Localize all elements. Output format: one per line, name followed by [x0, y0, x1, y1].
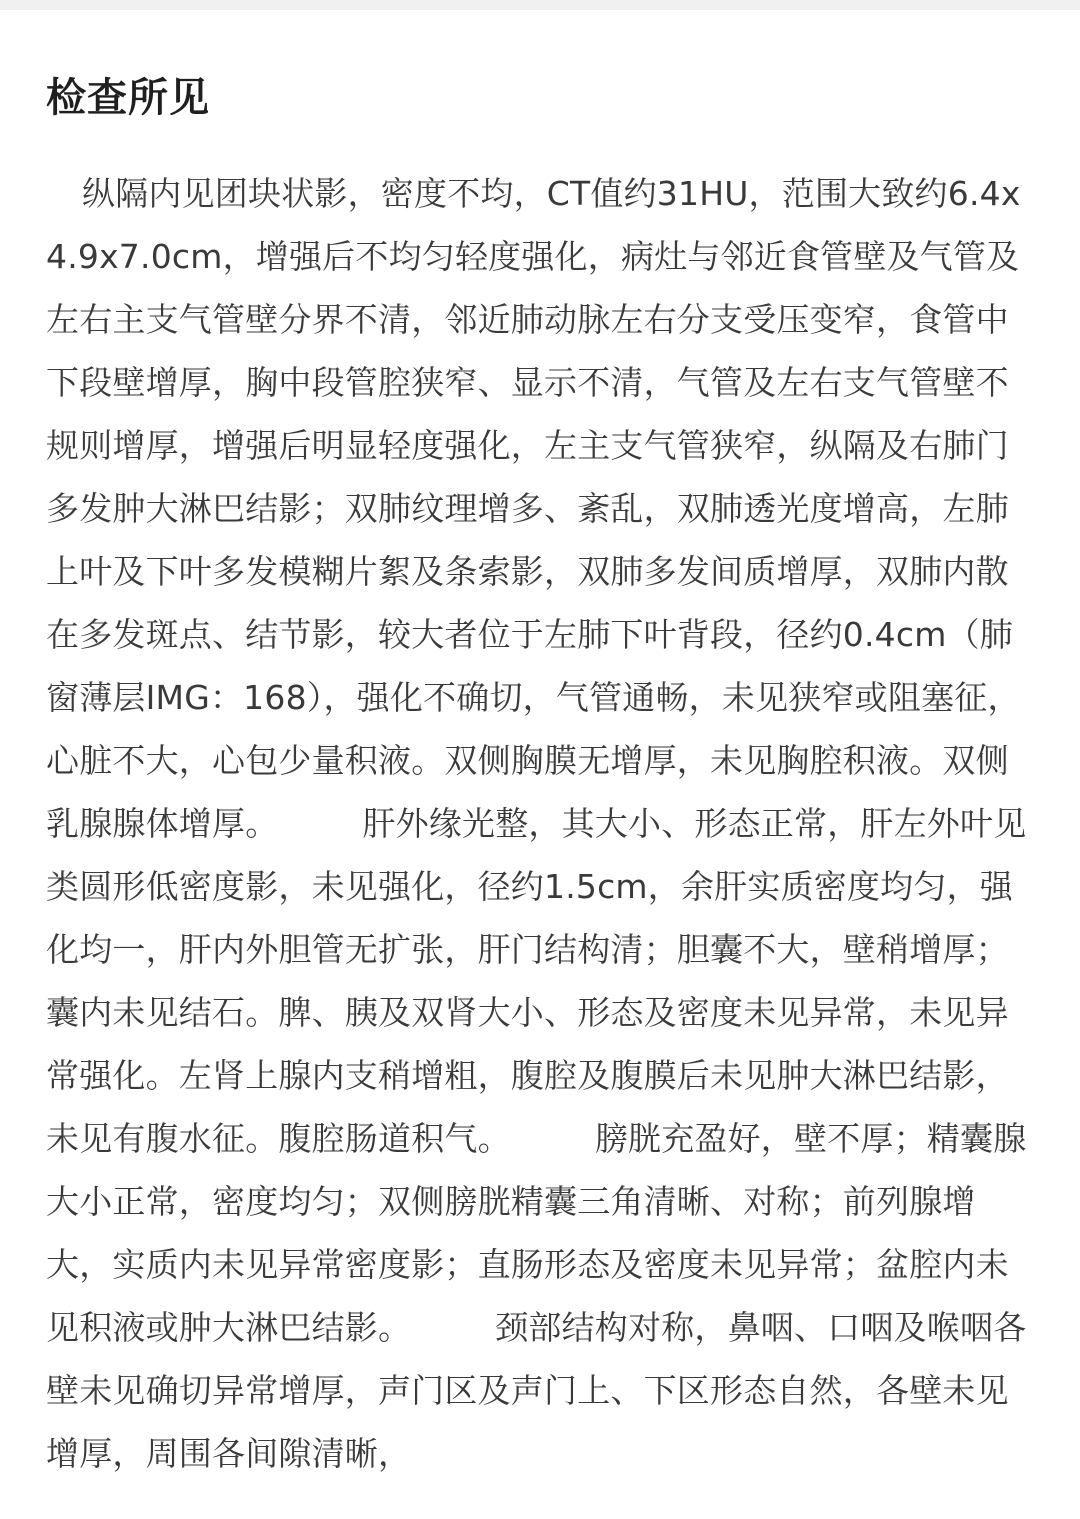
findings-text: [46, 162, 1036, 1485]
report-card: [0, 10, 1080, 1519]
top-strip: [0, 0, 1080, 10]
findings-pelvis: 膀胱充盈好，壁不厚；精囊腺大小正常，密度均匀；双侧膀胱精囊三角清晰、对称；前列腺增大，实质内未见异常密度影；直肠形态及密度未见异常；盆腔内未见积液或肿大淋巴结影。: [46, 1119, 1027, 1347]
findings-chest: 纵隔内见团块状影，密度不均，CT值约31HU，范围大致约6.4x4.9x7.0cm，增强后不均匀轻度强化，病灶与邻近食管壁及气管及左右主支气管壁分界不清，邻近肺动脉左右分支受压变窄，食管中下段壁增厚，胸中段管腔狭窄、显示不清，气管及左右支气管壁不规则增厚，增强后明显轻度强化，左主支气管狭窄，纵隔及右肺门多发肿大淋巴结影；双肺纹理增多、紊乱，双肺透光度增高，左肺上叶及下叶多发模糊片絮及条索影，双肺多发间质增厚，双肺内散在多发斑点、结节影，较大者位于左肺下叶背段，径约0.4cm（肺窗薄层IMG：168），强化不确切，气管通畅，未见狭窄或阻塞征，心脏不大，心包少量积液。双侧胸膜无增厚，未见胸腔积液。双侧乳腺腺体增厚。: [46, 174, 1021, 843]
findings-abdomen: 肝外缘光整，其大小、形态正常，肝左外叶见类圆形低密度影，未见强化，径约1.5cm，余肝实质密度均匀，强化均一，肝内外胆管无扩张，肝门结构清；胆囊不大，壁稍增厚；囊内未见结石。脾、胰及双肾大小、形态及密度未见异常，未见异常强化。左肾上腺内支稍增粗，腹腔及腹膜后未见肿大淋巴结影，未见有腹水征。腹腔肠道积气。: [46, 804, 1027, 1158]
section-title: 检查所见: [46, 75, 210, 121]
findings-neck: 颈部结构对称，鼻咽、口咽及喉咽各壁未见确切异常增厚，声门区及声门上、下区形态自然，各壁未见增厚，周围各间隙清晰，: [46, 1308, 1027, 1473]
